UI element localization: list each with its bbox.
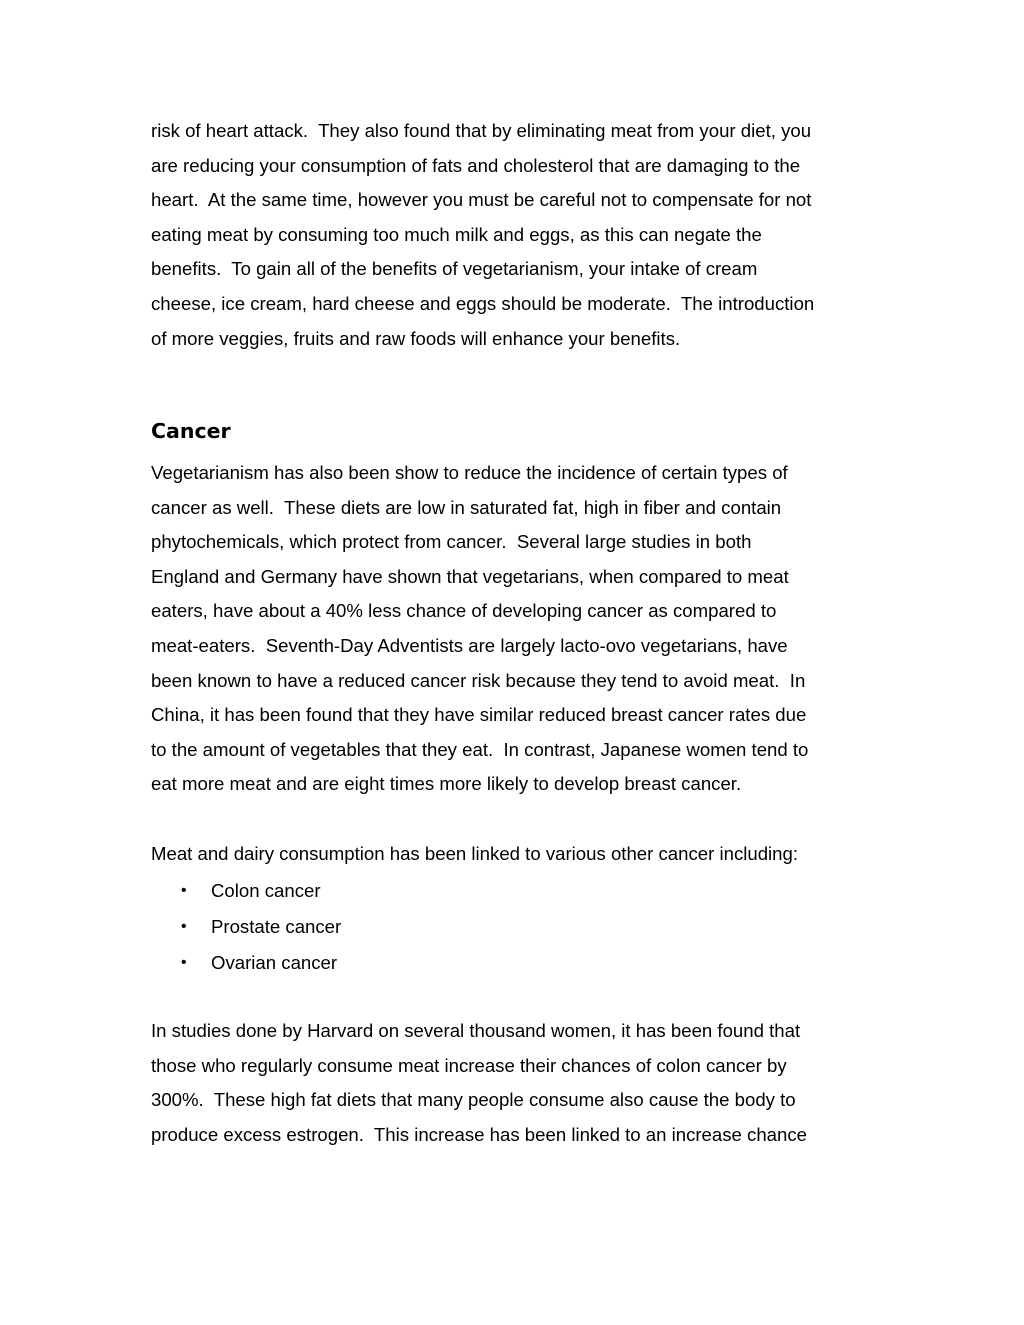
list-item xyxy=(151,909,342,945)
text-line: phytochemicals, which protect from cancer. Several large studies in both xyxy=(151,531,752,553)
text-line: meat-eaters. Seventh-Day Adventists are largely lacto-ovo vegetarians, have xyxy=(151,634,788,656)
list-item xyxy=(151,873,321,909)
text-line: those who regularly consume meat increase their chances of colon cancer by xyxy=(151,1054,787,1076)
text-line: heart. At the same time, however you must be careful not to compensate for not xyxy=(151,189,812,211)
text-line: England and Germany have shown that vegetarians, when compared to meat xyxy=(151,565,789,587)
cancer-type-list xyxy=(151,873,342,981)
list-item-label: Colon cancer xyxy=(211,880,321,901)
text-line: In studies done by Harvard on several thousand women, it has been found that xyxy=(151,1020,801,1041)
bullet-icon: • xyxy=(181,954,187,971)
text-line: eat more meat and are eight times more likely to develop breast cancer. xyxy=(151,773,742,795)
text-line: eaters, have about a 40% less chance of developing cancer as compared to xyxy=(151,600,777,622)
text-line: 300%. These high fat diets that many people consume also cause the body to xyxy=(151,1089,796,1111)
cancer-paragraph-1 xyxy=(151,456,881,802)
text-line: cheese, ice cream, hard cheese and eggs should be moderate. The introduction xyxy=(151,292,815,314)
text-line: risk of heart attack. They also found that by eliminating meat from your diet, you xyxy=(151,120,812,141)
text-line: eating meat by consuming too much milk and eggs, as this can negate the xyxy=(151,223,762,245)
cancer-paragraph-2 xyxy=(151,1014,881,1152)
text-line: been known to have a reduced cancer risk because they tend to avoid meat. In xyxy=(151,669,806,691)
bullet-icon: • xyxy=(181,918,187,935)
text-line: Vegetarianism has also been show to reduce the incidence of certain types of xyxy=(151,462,788,483)
text-line: produce excess estrogen. This increase has been linked to an increase chance xyxy=(151,1123,808,1145)
list-item-label: Ovarian cancer xyxy=(211,952,338,973)
text-line: of more veggies, fruits and raw foods will enhance your benefits. xyxy=(151,327,681,349)
text-line: Meat and dairy consumption has been linked to various other cancer including: xyxy=(151,843,799,864)
intro-paragraph xyxy=(151,114,881,356)
text-line: China, it has been found that they have similar reduced breast cancer rates due xyxy=(151,704,807,726)
list-item xyxy=(151,945,338,981)
text-line: cancer as well. These diets are low in saturated fat, high in fiber and contain xyxy=(151,496,782,518)
section-heading: Cancer xyxy=(151,419,231,443)
text-line: are reducing your consumption of fats and cholesterol that are damaging to the xyxy=(151,154,801,176)
text-line: benefits. To gain all of the benefits of vegetarianism, your intake of cream xyxy=(151,258,758,280)
list-item-label: Prostate cancer xyxy=(211,916,342,937)
text-line: to the amount of vegetables that they eat. In contrast, Japanese women tend to xyxy=(151,738,809,760)
list-intro xyxy=(151,837,881,872)
bullet-icon: • xyxy=(181,882,187,899)
